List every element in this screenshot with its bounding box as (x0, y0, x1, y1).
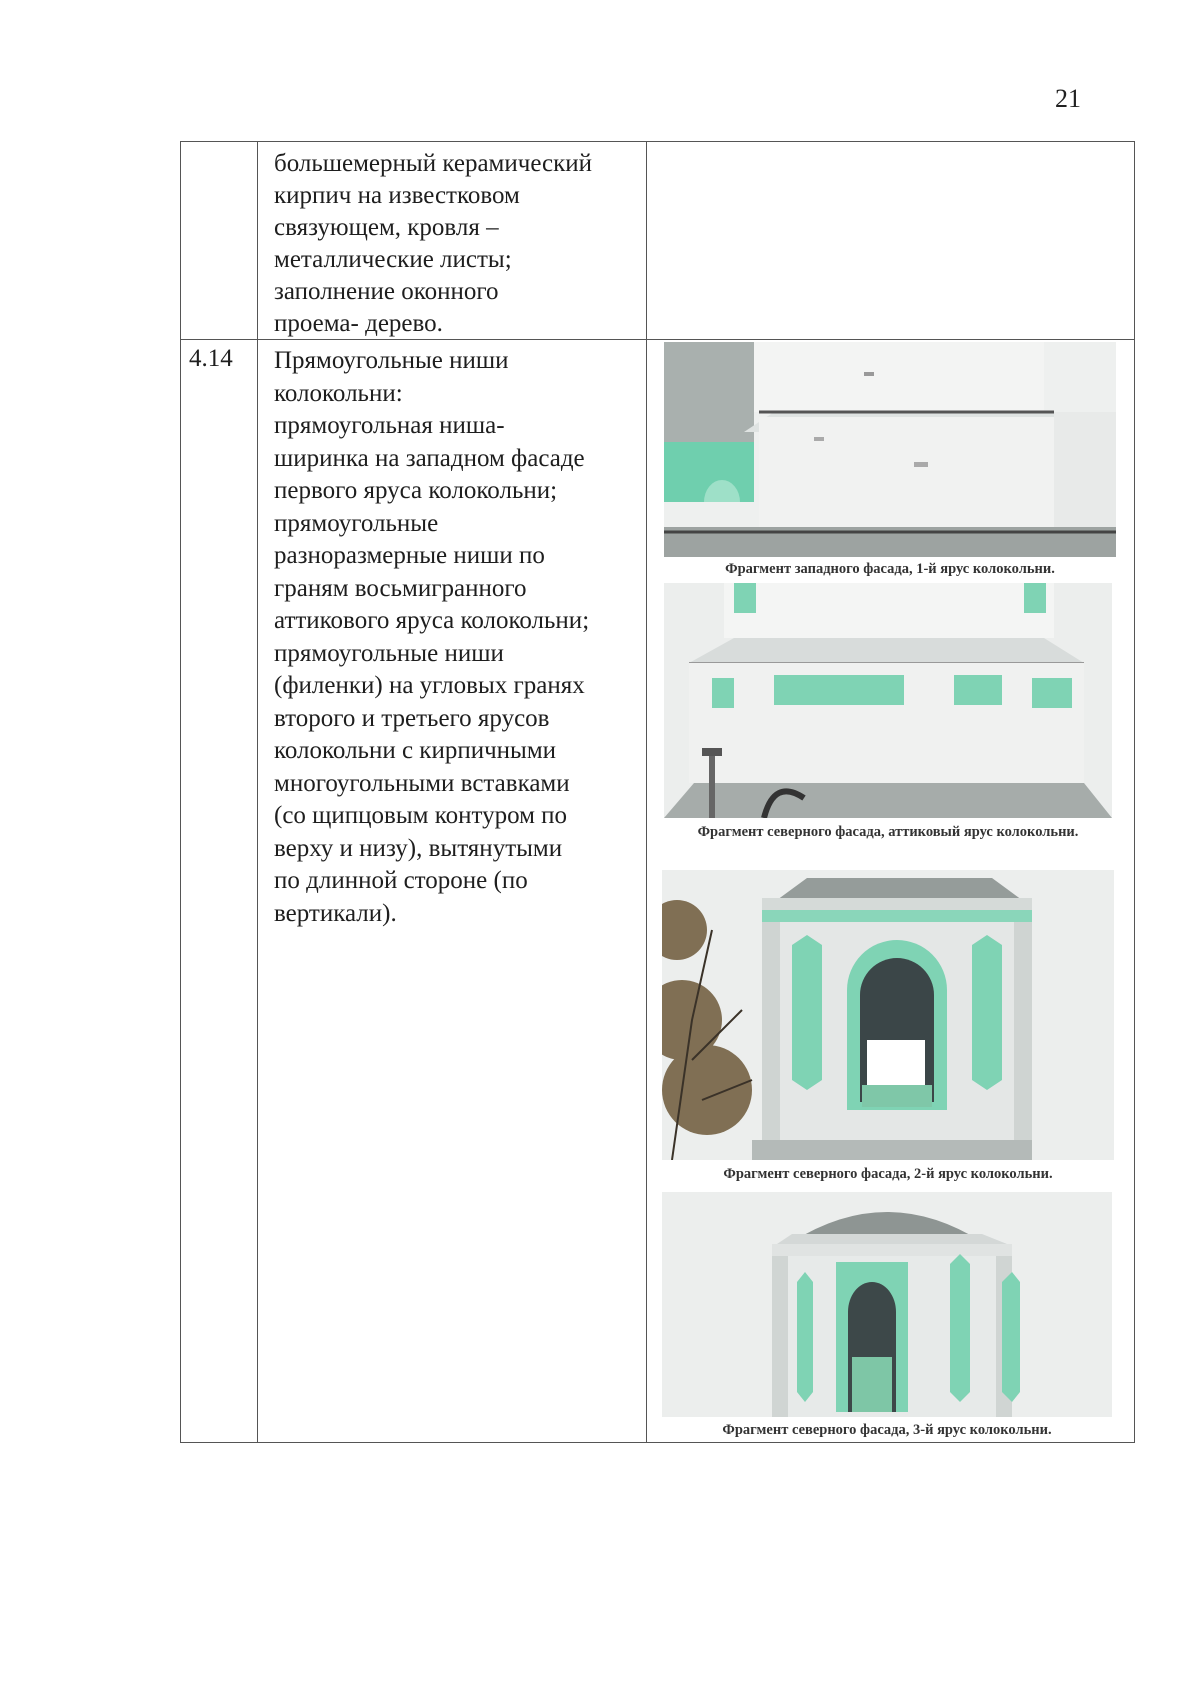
description-line: проема- дерево. (274, 310, 443, 337)
description-line: большемерный керамический (274, 150, 593, 177)
description-line: прямоугольные (274, 509, 439, 537)
description-line: колокольни: (274, 379, 403, 407)
description-line: верху и низу), вытянутыми (274, 834, 563, 862)
description-line: разноразмерные ниши по (274, 542, 545, 569)
description-line: связующем, кровля – (274, 214, 499, 241)
description-line: (со щипцовым контуром по (274, 802, 568, 829)
description-line: граням восьмигранного (274, 574, 527, 602)
description-line: ширинка на западном фасаде (274, 444, 585, 472)
page-number: 21 (1055, 84, 1081, 113)
column-divider (257, 142, 258, 1442)
description-line: вертикали). (274, 899, 397, 927)
description-line: прямоугольная ниша- (274, 412, 505, 439)
photo-caption: Фрагмент северного фасада, 2-й ярус колокольни. (723, 1166, 1053, 1182)
column-divider (646, 142, 647, 1442)
description-line: Прямоугольные ниши (274, 347, 509, 374)
description-line: по длинной стороне (по (274, 867, 528, 894)
description-line: кирпич на известковом (274, 182, 520, 209)
description-line: аттикового яруса колокольни; (274, 607, 590, 634)
photo-west-facade-tier-1 (664, 342, 1116, 557)
photo-north-facade-tier-2 (662, 870, 1114, 1160)
description-line: первого яруса колокольни; (274, 477, 558, 504)
description-line: второго и третьего ярусов (274, 704, 550, 732)
description-line: многоугольными вставками (274, 769, 570, 797)
photo-caption: Фрагмент северного фасада, аттиковый ярус колокольни. (697, 824, 1079, 840)
description-line: прямоугольные ниши (274, 639, 504, 667)
description-line: (филенки) на угловых гранях (274, 672, 585, 699)
description-line: колокольни с кирпичными (274, 737, 557, 764)
photo-north-facade-attic-tier (664, 583, 1112, 818)
description-line: заполнение оконного (274, 278, 499, 305)
photo-caption: Фрагмент северного фасада, 3-й ярус колокольни. (722, 1422, 1052, 1438)
description-line: металлические листы; (274, 246, 512, 273)
row-number: 4.14 (189, 345, 233, 372)
photo-caption: Фрагмент западного фасада, 1-й ярус колокольни. (725, 561, 1055, 577)
photo-north-facade-tier-3 (662, 1192, 1112, 1417)
